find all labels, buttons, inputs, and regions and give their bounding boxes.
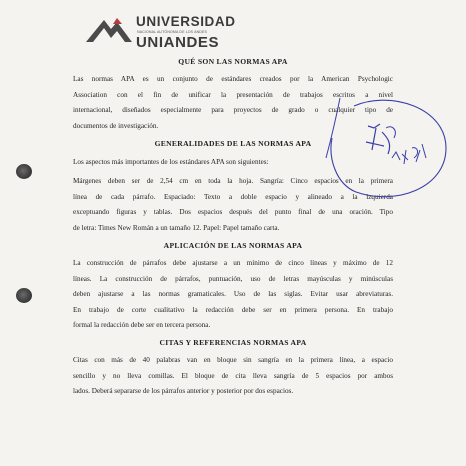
- university-subtitle: NACIONAL AUTÓNOMA DE LOS ANDES: [137, 30, 207, 34]
- punch-hole: [16, 164, 32, 179]
- text-line: exceptuando figuras y tablas. Dos espacios después del punto final de una oración. Tipo: [73, 208, 393, 216]
- text-line: sencillo y no lleva comillas. El bloque de cita lleva sangría de 5 espacios por ambos: [73, 371, 393, 380]
- text-line: Citas con más de 40 palabras van en bloque sin sangría en la primera línea, a espacio: [73, 356, 393, 364]
- text-line: En trabajo de corte cualitativo la redacción debe ser en primera persona. En trabajo: [73, 305, 393, 314]
- section-paragraph: [73, 353, 393, 400]
- university-logo: [84, 10, 234, 50]
- text-line: líneas. La construcción de párrafos, puntuación, uso de letras mayúsculas y minúsculas: [73, 274, 393, 283]
- text-line: Márgenes deben ser de 2,54 cm en toda la hoja. Sangría: Cinco espacios en la primera: [73, 177, 393, 185]
- text-line: Association con el fin de unificar la presentación de trabajos escritos a nivel: [73, 90, 393, 99]
- text-line: deben ajustarse a las normas gramaticales. Uso de las siglas. Evitar usar abreviaturas.: [73, 290, 393, 298]
- text-line: formal la redacción debe ser en tercera persona.: [73, 321, 211, 329]
- mountain-logo-icon: [84, 12, 134, 44]
- section-heading: QUÉ SON LAS NORMAS APA: [178, 57, 288, 66]
- text-line: de letra: Times New Román a un tamaño 12. Papel: Papel tamaño carta.: [73, 223, 280, 232]
- text-line: documentos de investigación.: [73, 121, 159, 130]
- text-line: Las normas APA es un conjunto de estándares creados por la American Psychologic: [73, 75, 393, 83]
- handwritten-signature-mark: [296, 88, 456, 208]
- text-line: línea de cada párrafo. Espaciado: Texto a doble espacio y alineado a la izquierda: [73, 192, 393, 201]
- text-line: internacional, diseñados especialmente para proyectos de grado o cualquier tipo de: [73, 106, 393, 114]
- section-heading: GENERALIDADES DE LAS NORMAS APA: [154, 139, 312, 148]
- text-line: lados. Deberá separarse de los párrafos anterior y posterior por dos espacios.: [73, 387, 294, 395]
- section-paragraph: [73, 256, 393, 334]
- punch-hole: [16, 288, 32, 303]
- section-heading: APLICACIÓN DE LAS NORMAS APA: [163, 241, 303, 250]
- university-name: UNIVERSIDAD: [136, 14, 236, 29]
- text-line: La construcción de párrafos debe ajustarse a un mínimo de cinco líneas y máximo de 12: [73, 259, 393, 267]
- text-line: Los aspectos más importantes de los estándares APA son siguientes:: [73, 158, 269, 166]
- university-brand: UNIANDES: [136, 34, 220, 51]
- section-heading: CITAS Y REFERENCIAS NORMAS APA: [159, 338, 307, 347]
